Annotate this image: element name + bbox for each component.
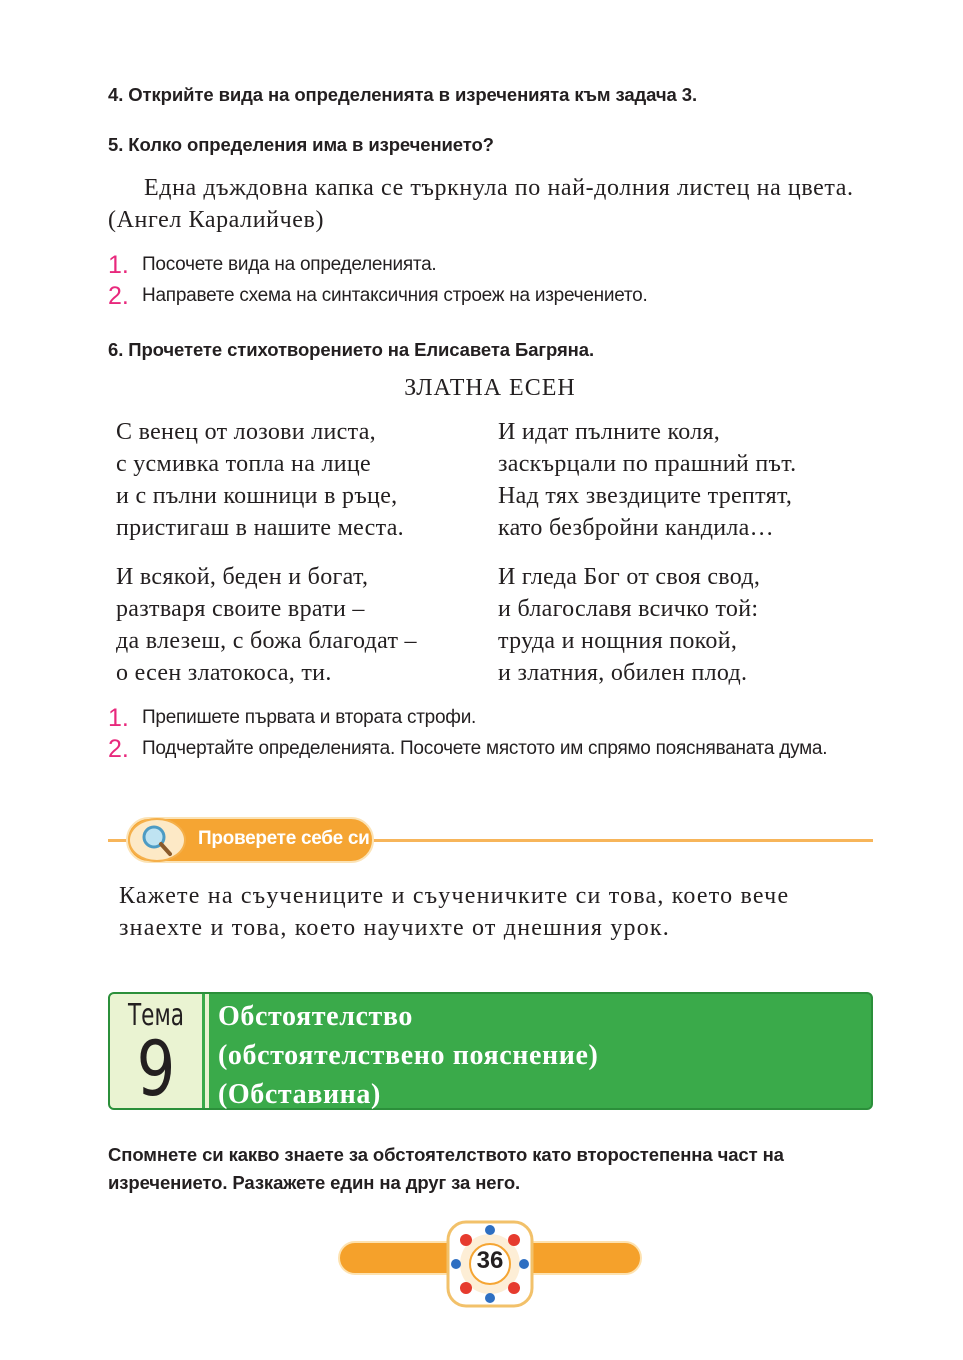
task-4-heading: 4. Открийте вида на определенията в изреченията към задача 3.: [108, 84, 698, 105]
list-number: 1.: [108, 704, 129, 732]
topic-title-line: (обстоятелствено пояснение): [218, 1040, 599, 1071]
poem-line: И всякой, беден и богат,: [116, 564, 369, 590]
poem-stanza-4: [498, 561, 760, 689]
intro-text: Спомнете си какво знаете за обстоятелството като второстепенна част на изречението. Разкажете един на друг за него.: [108, 1144, 784, 1193]
list-item: [108, 251, 878, 279]
list-item: [108, 735, 878, 763]
poem-line: труда и нощния покой,: [498, 628, 738, 654]
poem-line: пристигаш в нашите места.: [116, 515, 404, 541]
poem-line: да влезеш, с божа благодат –: [116, 628, 417, 654]
task-5-heading: 5. Колко определения има в изречението?: [108, 134, 494, 155]
poem-line: и с пълни кошници в ръце,: [116, 483, 398, 509]
poem-line: с усмивка топла на лице: [116, 451, 371, 477]
list-number: 2.: [108, 735, 129, 763]
topic-separator: [205, 994, 209, 1108]
poem-line: И идат пълните коля,: [498, 419, 721, 445]
poem-line: И гледа Бог от своя свод,: [498, 564, 761, 590]
check-text: Кажете на съучениците и съученичките си това, което вече знаехте и това, което научихте от днешния урок.: [119, 883, 790, 941]
poem-line: о есен златокоса, ти.: [116, 660, 332, 686]
list-number: 1.: [108, 251, 129, 279]
list-text: Подчертайте определенията. Посочете мястото им спрямо поясняваната дума.: [142, 738, 828, 759]
list-text: Направете схема на синтаксичния строеж на изречението.: [142, 285, 648, 306]
list-item: [108, 282, 878, 310]
check-yourself-label: Проверете себе си: [198, 828, 370, 849]
poem-stanza-2: [498, 416, 796, 544]
poem-stanza-3: [116, 561, 417, 689]
list-item: [108, 704, 878, 732]
list-text: Посочете вида на определенията.: [142, 254, 437, 275]
page-number: 36: [476, 1247, 504, 1274]
task-6-list: [108, 704, 878, 763]
topic-title: [218, 997, 598, 1114]
task-5-list: [108, 251, 878, 310]
list-text: Препишете първата и втората строфи.: [142, 707, 477, 728]
list-number: 2.: [108, 282, 129, 310]
poem-stanza-1: [116, 416, 404, 544]
task-6-heading: 6. Прочетете стихотворението на Елисавета Багряна.: [108, 339, 594, 360]
topic-word: Тема: [127, 998, 185, 1033]
poem-line: и златния, обилен плод.: [498, 660, 748, 686]
task-5-sentence: Една дъждовна капка се търкнула по най-долния листец на цвета. (Ангел Каралийчев): [108, 175, 854, 233]
poem-line: заскърцали по прашний път.: [498, 451, 797, 477]
topic-title-line: Обстоятелство: [218, 1001, 414, 1032]
topic-title-line: (Обставина): [218, 1079, 381, 1110]
poem-line: като безбройни кандила…: [498, 515, 774, 541]
poem-line: С венец от лозови листа,: [116, 419, 376, 445]
poem-title: ЗЛАТНА ЕСЕН: [404, 375, 576, 401]
poem-line: разтваря своите врати –: [116, 596, 365, 622]
poem-line: и благославя всичко той:: [498, 596, 759, 622]
poem-line: Над тях звездиците трептят,: [498, 483, 793, 509]
magnifier-icon: [128, 818, 186, 862]
topic-number: 9: [136, 1024, 176, 1113]
